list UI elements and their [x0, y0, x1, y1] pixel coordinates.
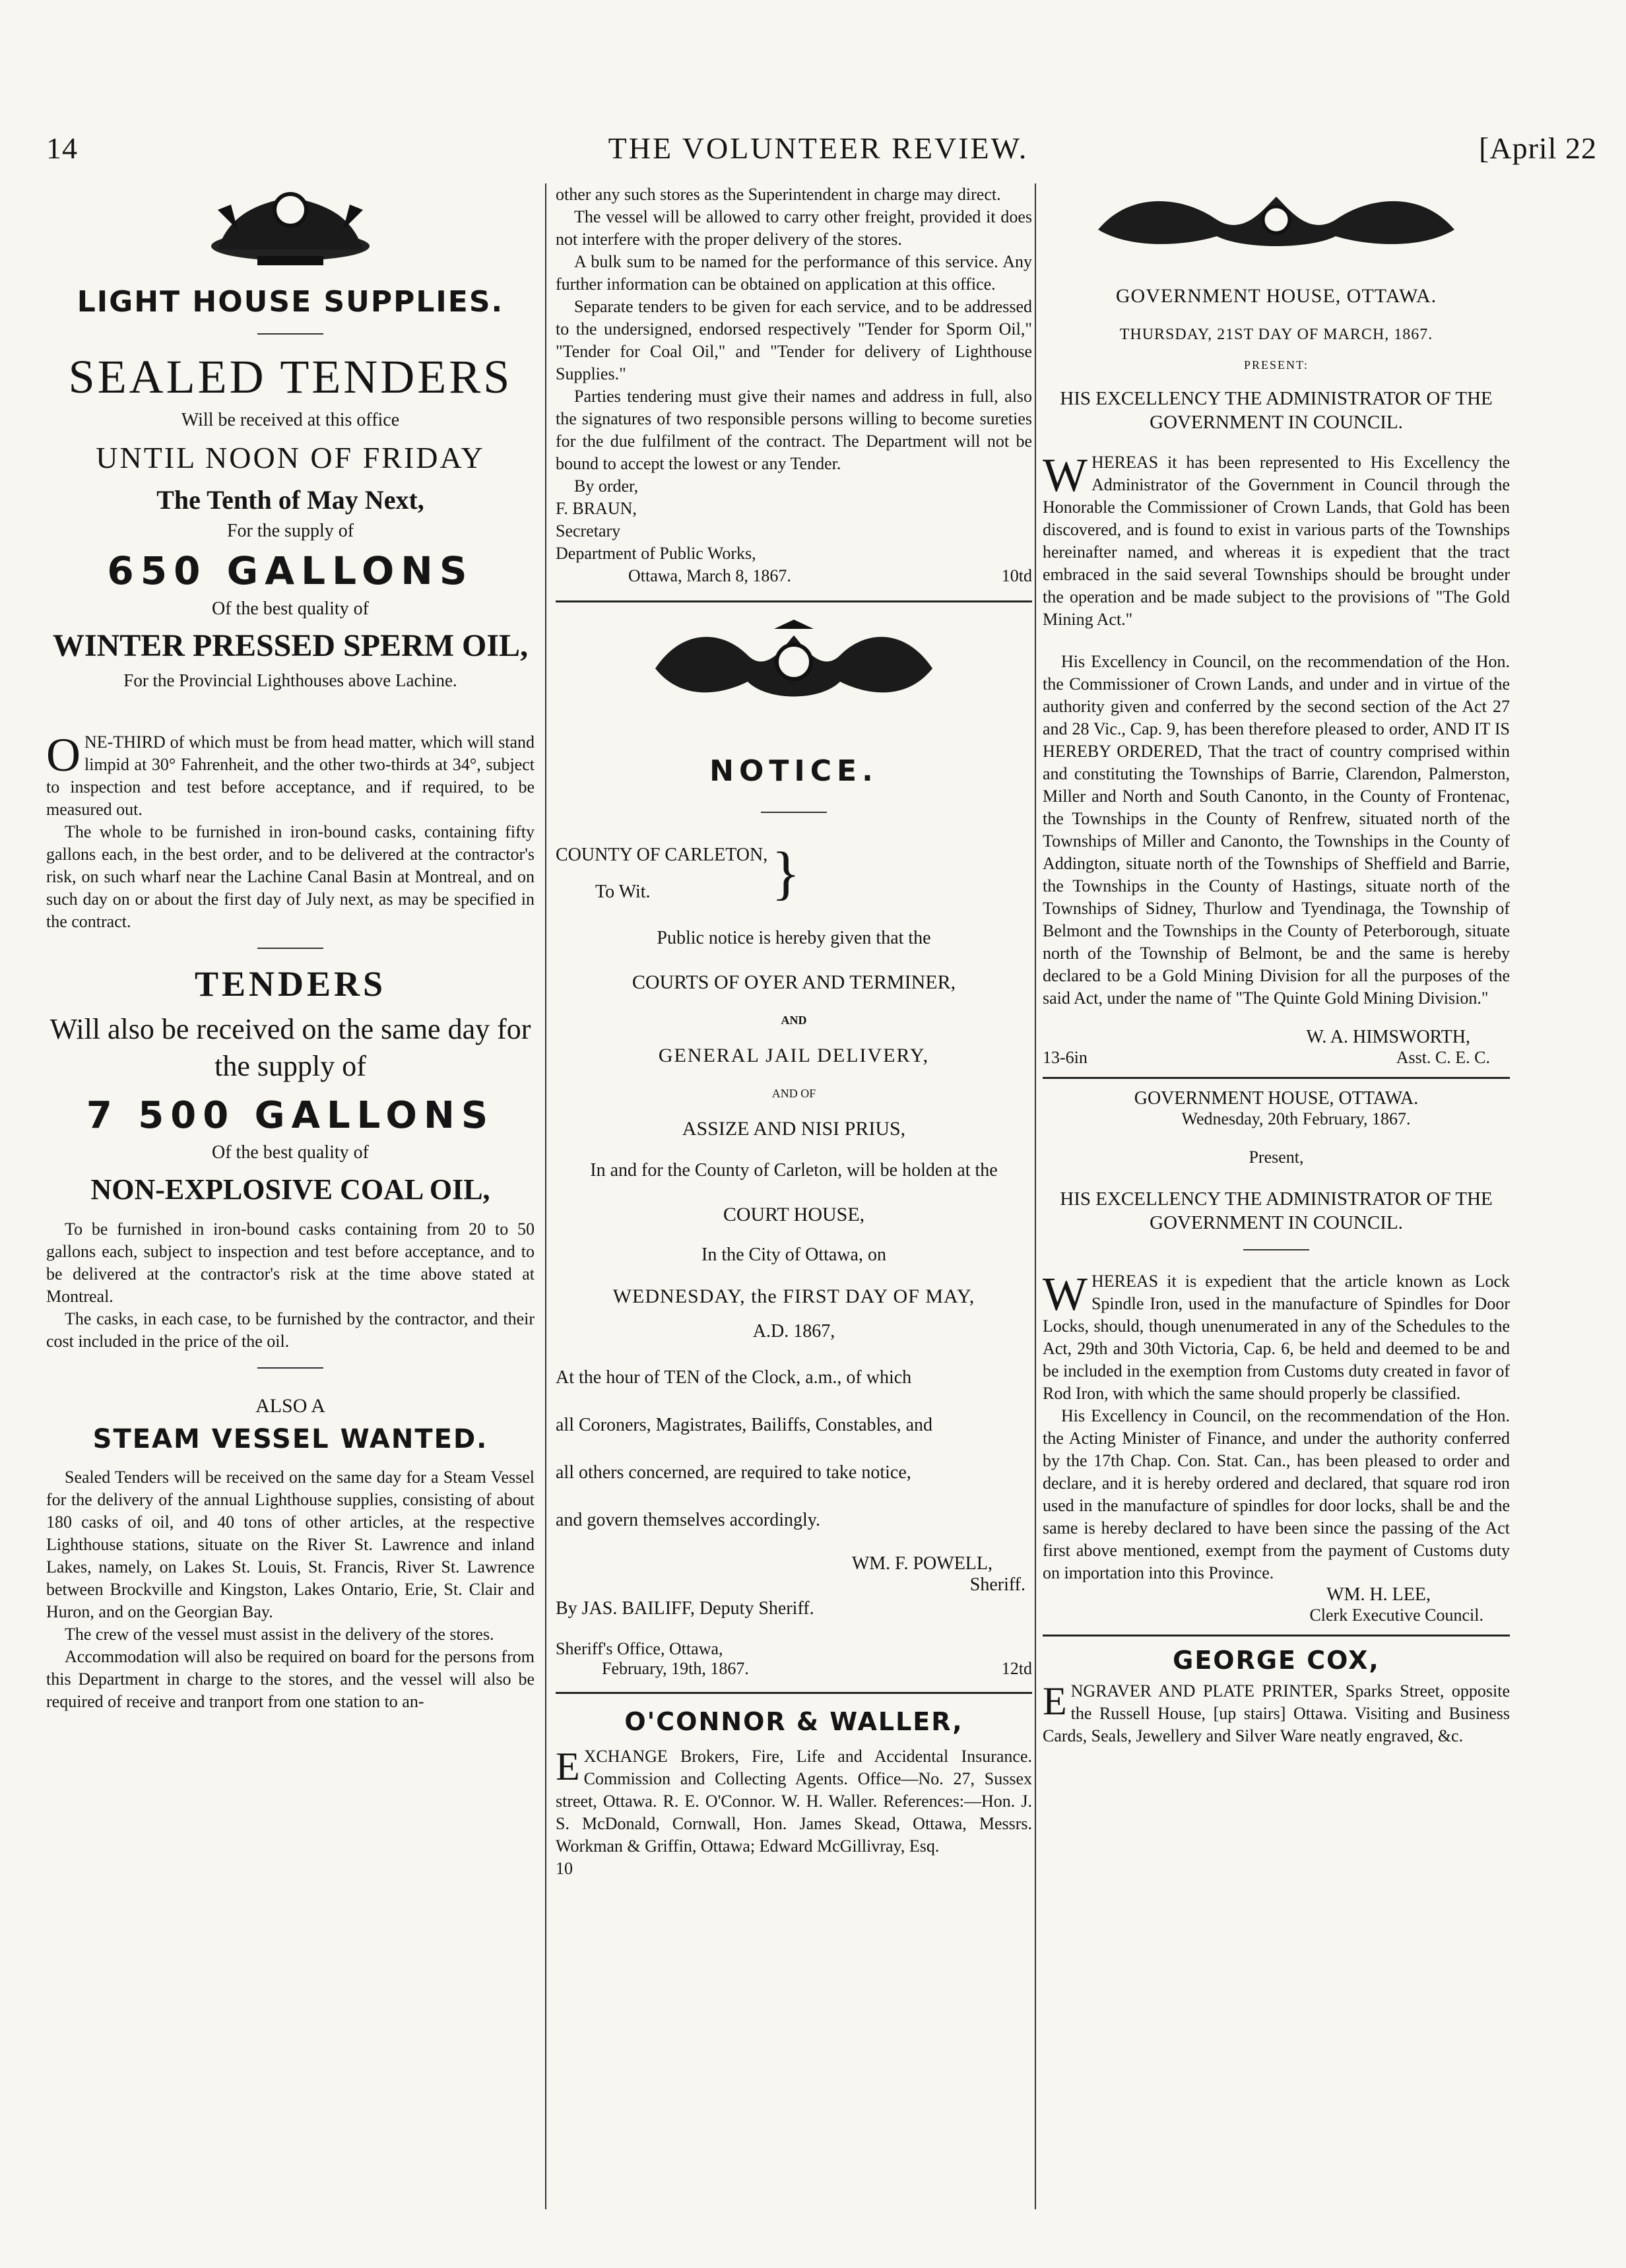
- bulk-sum-paragraph: A bulk sum to be named for the performance of this service. Any further information can be obtained on application at this office.: [556, 252, 1032, 294]
- column-rule-left: [545, 183, 546, 2209]
- holden-line: In and for the County of Carleton, will be holden at the: [590, 1160, 998, 1181]
- column-rule-right: [1035, 183, 1036, 2209]
- city-line: In the City of Ottawa, on: [701, 1245, 886, 1265]
- insertion-code: 12td: [1001, 1659, 1032, 1678]
- issue-date: [April 22: [1479, 131, 1597, 165]
- and-of-line: AND OF: [771, 1087, 816, 1100]
- excellency-heading-2: HIS EXCELLENCY THE ADMINISTRATOR OF THE GOVERNMENT IN COUNCIL.: [1060, 1188, 1493, 1233]
- royal-arms-ornament-icon: [191, 183, 389, 276]
- govern-line: and govern themselves accordingly.: [556, 1510, 820, 1530]
- signer-name: F. BRAUN,: [556, 499, 637, 518]
- clerk-title-2: Clerk Executive Council.: [1309, 1605, 1483, 1625]
- department-date-row: [556, 565, 1032, 587]
- government-house-heading-2: GOVERNMENT HOUSE, OTTAWA.: [1134, 1088, 1419, 1109]
- casks-paragraph: The casks, in each case, to be furnished by the contractor, and their cost included in the price of the oil.: [46, 1309, 535, 1351]
- clerk-name: W. A. HIMSWORTH,: [1306, 1027, 1470, 1047]
- tenders-heading: TENDERS: [194, 964, 387, 1004]
- drop-cap: W: [1043, 449, 1088, 502]
- year-line: A.D. 1867,: [752, 1321, 835, 1342]
- vessel-freight-paragraph: The vessel will be allowed to carry other freight, provided it does not interfere with the proper delivery of the stores.: [556, 207, 1032, 249]
- clerk-title-row: [1043, 1048, 1510, 1068]
- jail-delivery-line: GENERAL JAIL DELIVERY,: [658, 1045, 930, 1066]
- divider: [257, 948, 323, 949]
- divider: [556, 1692, 1032, 1694]
- newspaper-title: THE VOLUNTEER REVIEW.: [608, 131, 1029, 165]
- sheriff-office-date-row: [556, 1659, 1032, 1679]
- divider: [257, 1367, 323, 1369]
- divider: [1243, 1249, 1309, 1250]
- gallons-650-heading: 650 GALLONS: [107, 548, 474, 593]
- for-supply-line: For the supply of: [226, 521, 354, 541]
- lighthouses-line: For the Provincial Lighthouses above Lachine.: [123, 670, 457, 690]
- drop-cap: E: [556, 1745, 580, 1788]
- public-notice-line: Public notice is hereby given that the: [657, 928, 931, 948]
- sheriff-name: WM. F. POWELL,: [851, 1553, 992, 1574]
- department-date: Ottawa, March 8, 1867.: [628, 566, 791, 585]
- also-received-line: Will also be received on the same day for the supply of: [49, 1013, 531, 1082]
- clerk-name-2: WM. H. LEE,: [1326, 1584, 1431, 1605]
- insertion-code: 13-6in: [1043, 1048, 1088, 1067]
- best-quality-line: Of the best quality of: [212, 599, 369, 619]
- sperm-oil-heading: WINTER PRESSED SPERM OIL,: [52, 628, 529, 663]
- continued-paragraph: other any such stores as the Superintendent in charge may direct.: [556, 185, 1001, 204]
- deputy-line: By JAS. BAILIFF, Deputy Sheriff.: [556, 1598, 814, 1619]
- drop-cap: O: [46, 729, 81, 781]
- wednesday-line: WEDNESDAY, the FIRST DAY OF MAY,: [612, 1285, 975, 1307]
- county-line: COUNTY OF CARLETON,: [556, 845, 768, 865]
- delivery-paragraph: The whole to be furnished in iron-bound casks, containing fifty gallons each, in the best order, and to be delivered at the contractor's risk, on such wharf near the Lachine Canal Basin at Montreal, and on such day on or about the first day of July next, as may be specified in the contract.: [46, 822, 535, 931]
- council-date: THURSDAY, 21ST DAY OF MARCH, 1867.: [1119, 326, 1433, 343]
- brace: }: [771, 841, 800, 906]
- county-block: [556, 837, 1032, 911]
- accommodation-paragraph: Accommodation will also be required on board for the persons from this Department in charge to the stores, and the vessel will also be required of receive and tranport from one station to an-: [46, 1647, 535, 1711]
- coal-oil-paragraph: To be furnished in iron-bound casks containing from 20 to 50 gallons each, subject to inspection and test before acceptance, and to be delivered at the contractor's risk at the time above stated at Montreal.: [46, 1219, 535, 1306]
- coal-oil-heading: NON-EXPLOSIVE COAL OIL,: [90, 1173, 490, 1206]
- divider: [1043, 1077, 1510, 1079]
- lock-spindle-whereas-paragraph: WHEREAS it is expedient that the article known as Lock Spindle Iron, used in the manufacture of Spindles for Door Locks, should, though unenumerated in any of the Schedules to the Act, 29th and 30th Victoria, Cap. 6, be held and deemed to be and be included in the exemption from Customs duty created in favor of Rod Iron, with which the same should properly be classified.: [1043, 1268, 1510, 1403]
- steam-vessel-heading: STEAM VESSEL WANTED.: [92, 1424, 488, 1454]
- crest-ornament-icon: [642, 616, 946, 715]
- sheriff-office-line: Sheriff's Office, Ottawa,: [556, 1639, 723, 1658]
- council-date-2: Wednesday, 20th February, 1867.: [1181, 1109, 1411, 1128]
- received-at-line: Will be received at this office: [181, 410, 400, 430]
- george-cox-advert: ENGRAVER AND PLATE PRINTER, Sparks Street, opposite the Russell House, [up stairs] Ottawa. Visiting and Business Cards, Seals, Jewellery and Silver Ware neatly engraved, &c.: [1043, 1679, 1510, 1745]
- drop-cap: E: [1043, 1679, 1067, 1723]
- court-house-line: COURT HOUSE,: [723, 1204, 865, 1225]
- divider: [257, 333, 323, 335]
- present-label: PRESENT:: [1243, 358, 1309, 372]
- column-left: [46, 183, 535, 2222]
- lock-spindle-order-paragraph: His Excellency in Council, on the recommendation of the Hon. the Acting Minister of Finance, and under the authority conferred by the 17th Chap. Con. Stat. Can., has been pleased to order and declare, and it is hereby ordered and declared, that square rod iron used in the manufacture of spindles for door locks, shall be and the same is hereby declared to have been since the passing of the Act first above mentioned, exempt from the payment of Customs duty on importation into this Province.: [1043, 1406, 1510, 1582]
- specification-paragraph: ONE-THIRD of which must be from head matter, which will stand limpid at 30° Fahrenheit, and the other two-thirds at 34°, subject to inspection and test before acceptance, and if required, to be measured out.: [46, 729, 535, 819]
- george-cox-heading: GEORGE COX,: [1173, 1646, 1380, 1675]
- gold-mining-whereas-paragraph: WHEREAS it has been represented to His Excellency the Administrator of the Government in Council through the Honorable the Commissioner of Crown Lands, that Gold has been discovered, and is found to exist in various parts of the Townships hereinafter named, and whereas it is expedient that the tract embraced in the said several Townships should be brought under the operation and be made subject to the provisions of "The Gold Mining Act.": [1043, 449, 1510, 629]
- sealed-tenders-heading: SEALED TENDERS: [68, 350, 513, 403]
- sheriff-office-date: February, 19th, 1867.: [602, 1659, 749, 1678]
- signer-title: Secretary: [556, 521, 621, 540]
- clerk-title: Asst. C. E. C.: [1396, 1048, 1490, 1067]
- notice-heading: NOTICE.: [709, 754, 878, 788]
- to-wit-line: To Wit.: [595, 882, 651, 902]
- oconnor-waller-advert: EXCHANGE Brokers, Fire, Life and Accidental Insurance. Commission and Collecting Agents. Office—No. 27, Sussex street, Ottawa. R. E. O'Connor. W. H. Waller. References:—Hon. J. S. McDonald, Cornwall, Hon. James Skead, Ottawa, Messrs. Workman & Griffin, Ottawa; Edward McGillivray, Esq.: [556, 1745, 1032, 1856]
- divider: [556, 600, 1032, 602]
- page-number: 14: [46, 131, 78, 165]
- government-house-heading: GOVERNMENT HOUSE, OTTAWA.: [1115, 285, 1437, 307]
- oconnor-waller-heading: O'CONNOR & WALLER,: [624, 1707, 963, 1736]
- also-a-line: ALSO A: [255, 1395, 325, 1417]
- crew-paragraph: The crew of the vessel must assist in the delivery of the stores.: [65, 1625, 494, 1644]
- insertion-code: 10: [556, 1859, 573, 1878]
- coroners-line: all Coroners, Magistrates, Bailiffs, Constables, and: [556, 1415, 933, 1435]
- tenth-of-may-line: The Tenth of May Next,: [156, 485, 424, 515]
- column-right: [1043, 183, 1510, 2222]
- steam-vessel-paragraph: Sealed Tenders will be received on the same day for a Steam Vessel for the delivery of the annual Lighthouse supplies, consisting of about 180 casks of oil, and 40 tons of other articles, at the respective Lighthouse stations, situate on the River St. Lawrence and inland Lakes, namely, on Lakes St. Louis, St. Francis, River St. Lawrence between Brockville and Kingston, Lakes Ontario, Erie, St. Clair and Huron, and on the Georgian Bay.: [46, 1468, 535, 1621]
- drop-cap: W: [1043, 1268, 1088, 1320]
- parties-paragraph: Parties tendering must give their names and address in full, also the signatures of two responsible persons willing to become sureties for the due fulfilment of the contract. The Department will not be bound to accept the lowest or any Tender.: [556, 387, 1032, 473]
- scroll-ornament-icon: [1091, 183, 1461, 256]
- sheriff-title: Sheriff.: [969, 1574, 1025, 1595]
- until-noon-line: UNTIL NOON OF FRIDAY: [96, 441, 485, 474]
- insertion-code: 10td: [1001, 566, 1032, 585]
- department-line: Department of Public Works,: [556, 544, 756, 563]
- column-middle: [556, 183, 1032, 2222]
- divider: [761, 812, 827, 813]
- light-house-supplies-title: LIGHT HOUSE SUPPLIES.: [77, 285, 504, 319]
- excellency-heading: HIS EXCELLENCY THE ADMINISTRATOR OF THE GOVERNMENT IN COUNCIL.: [1060, 388, 1493, 433]
- best-quality-line-2: Of the best quality of: [212, 1142, 369, 1163]
- and-line: AND: [781, 1014, 807, 1027]
- divider: [1043, 1635, 1510, 1636]
- others-line: all others concerned, are required to take notice,: [556, 1462, 911, 1483]
- gallons-7500-heading: 7 500 GALLONS: [86, 1094, 495, 1137]
- by-order-line: By order,: [574, 476, 639, 496]
- courts-line: COURTS OF OYER AND TERMINER,: [632, 971, 956, 993]
- page-header: [40, 131, 1597, 183]
- gold-mining-order-paragraph: His Excellency in Council, on the recommendation of the Hon. the Commissioner of Crown Lands, and under and in virtue of the authority given and conferred by the second section of the Act 27 and 28 Vic., Cap. 9, has been therefore pleased to order, AND IT IS HEREBY ORDERED, That the tract of country comprised within and constituting the Townships of Barrie, Clarendon, Palmerston, Miller and North and South Canonto, in the County of Frontenac, the Townships in the County of Renfrew, situated north of the Townships of Miller and Canonto, the Townships in the County of Addington, situate north of the Townships of Sheffield and Barrie, the Townships in the County of Hastings, situate north of the Townships of Sidney, Thurlow and Tyendinaga, the Township of Belmont and the Townships in the County of Peterborough, situate north of the Township of Belmont, be and the same is hereby declared to be a Gold Mining Division for all the purposes of the said Act, under the name of "The Quinte Gold Mining Division.": [1043, 652, 1510, 1008]
- separate-tenders-paragraph: Separate tenders to be given for each service, and to be addressed to the undersigned, endorsed respectively "Tender for Sporm Oil," "Tender for Coal Oil," and "Tender for delivery of Lighthouse Supplies.": [556, 297, 1032, 383]
- present-label-2: Present,: [1249, 1148, 1304, 1167]
- assize-line: ASSIZE AND NISI PRIUS,: [682, 1118, 906, 1140]
- hour-line: At the hour of TEN of the Clock, a.m., of which: [556, 1367, 912, 1388]
